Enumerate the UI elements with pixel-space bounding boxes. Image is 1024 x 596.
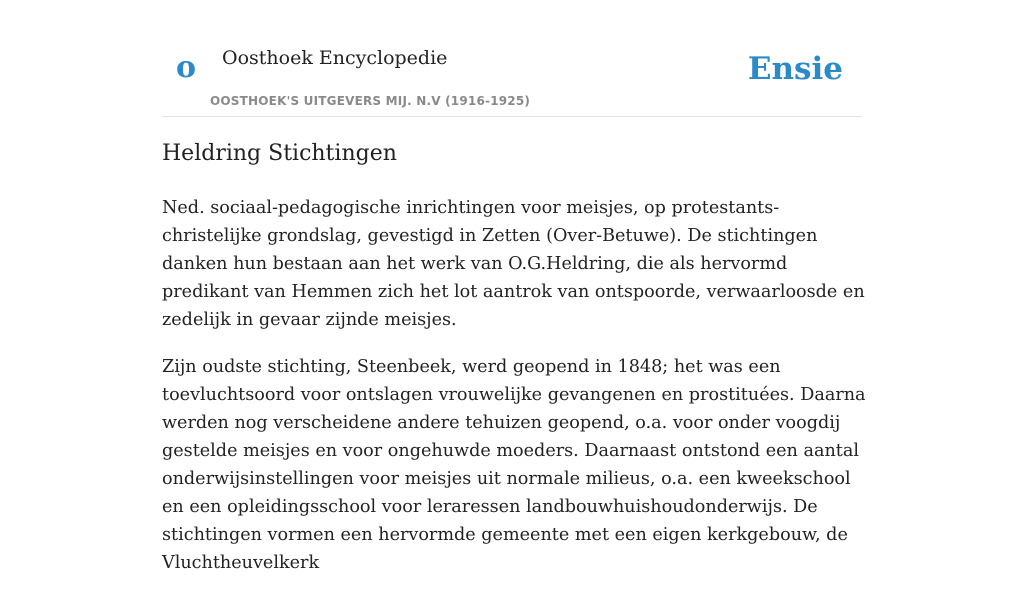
publisher-subtitle: OOSTHOEK'S UITGEVERS MIJ. N.V (1916-1925) bbox=[210, 94, 531, 108]
article-title: Heldring Stichtingen bbox=[162, 141, 397, 166]
site-header bbox=[162, 0, 862, 117]
article-paragraph: Zijn oudste stichting, Steenbeek, werd geopend in 1848; het was een toevluchtsoord voor ontslagen vrouwelijke gevangenen en prostituées. Daarna werden nog verscheidene andere tehuizen geopend, o.a. voor onder voogdij gestelde meisjes en voor ongehuwde moeders. Daarnaast ontstond een aantal onderwijsinstellingen voor meisjes uit normale milieus, o.a. een kweekschool en een opleidingsschool voor leraressen landbouwhuishoudonderwijs. De stichtingen vormen een hervormde gemeente met een eigen kerkgebouw, de Vluchtheuvelkerk bbox=[162, 357, 866, 573]
article bbox=[162, 136, 866, 596]
logo-o-icon[interactable]: o bbox=[176, 50, 197, 85]
article-paragraph: Ned. sociaal-pedagogische inrichtingen voor meisjes, op protestants-christelijke grondslag, gevestigd in Zetten (Over-Betuwe). De stichtingen danken hun bestaan aan het werk van O.G.Heldring, die als hervormd predikant van Hemmen zich het lot aantrok van ontspoorde, verwaarloosde en zedelijk in gevaar zijnde meisjes. bbox=[162, 198, 865, 330]
ensie-brand-logo[interactable]: Ensie bbox=[747, 51, 843, 87]
encyclopedia-title[interactable]: Oosthoek Encyclopedie bbox=[222, 47, 448, 69]
